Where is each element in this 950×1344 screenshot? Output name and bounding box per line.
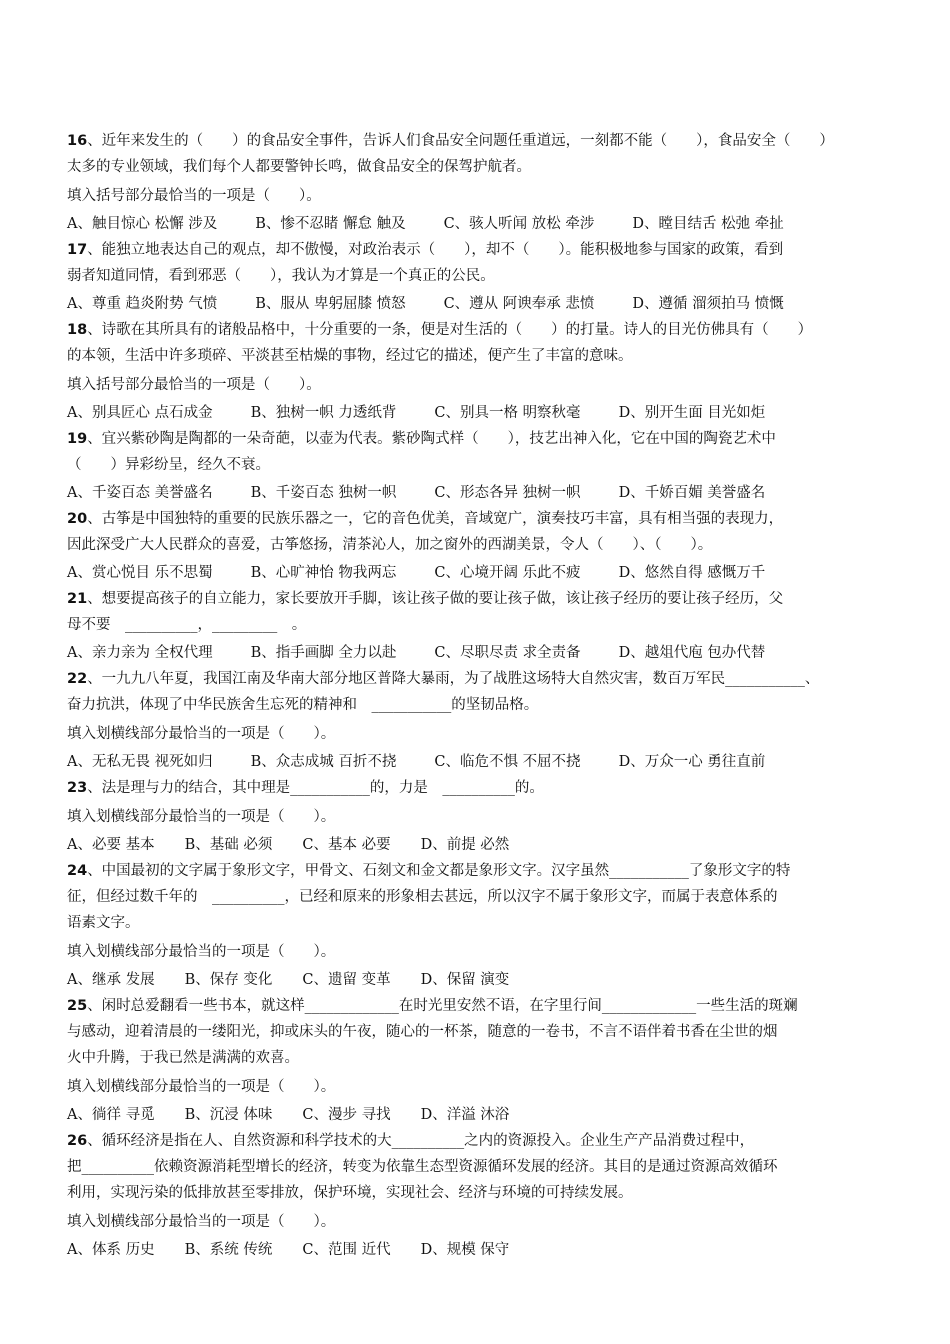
answer-option[interactable]: B、指手画脚 全力以赴 — [250, 645, 397, 661]
answer-option[interactable]: C、范围 近代 — [302, 1242, 391, 1258]
question-stem-line — [67, 532, 887, 558]
question-text: 、法是理与力的结合，其中理是___________的，力是 __________的。 — [87, 780, 544, 796]
answer-option[interactable]: A、触目惊心 松懈 涉及 — [67, 216, 218, 232]
question-stem-line — [67, 775, 887, 801]
question-stem-line — [67, 237, 887, 263]
question-number: 20 — [67, 511, 88, 527]
question-prompt: 填入括号部分最恰当的一项是（ ）。 — [67, 188, 321, 204]
question-prompt: 填入划横线部分最恰当的一项是（ ）。 — [67, 944, 336, 960]
answer-option[interactable]: B、惨不忍睹 懈怠 触及 — [255, 216, 406, 232]
answer-option[interactable]: C、漫步 寻找 — [302, 1107, 391, 1123]
question-26 — [67, 1128, 887, 1263]
question-number: 16 — [67, 133, 88, 149]
answer-options — [67, 400, 887, 426]
answer-option[interactable]: D、千娇百媚 美誉盛名 — [618, 485, 766, 501]
answer-option[interactable]: B、独树一帜 力透纸背 — [250, 405, 397, 421]
answer-option[interactable]: D、保留 演变 — [420, 972, 510, 988]
answer-options — [67, 480, 887, 506]
answer-options — [67, 560, 887, 586]
question-19 — [67, 426, 887, 506]
question-number: 23 — [67, 780, 88, 796]
question-stem-line — [67, 1045, 887, 1071]
answer-option[interactable]: D、越俎代庖 包办代替 — [618, 645, 766, 661]
answer-option[interactable]: B、保存 变化 — [184, 972, 273, 988]
answer-option[interactable]: C、形态各异 独树一帜 — [434, 485, 581, 501]
question-text: 、循环经济是指在人、自然资源和科学技术的大__________之内的资源投入。企业生产产品消费过程中， — [87, 1133, 755, 1149]
question-text: 把__________依赖资源消耗型增长的经济，转变为依靠生态型资源循环发展的经济。其目的是通过资源高效循环 — [67, 1159, 778, 1175]
answer-options — [67, 832, 887, 858]
question-stem-line — [67, 1154, 887, 1180]
question-number: 22 — [67, 671, 88, 687]
question-number: 25 — [67, 998, 88, 1014]
answer-option[interactable]: A、体系 历史 — [67, 1242, 155, 1258]
question-prompt: 填入划横线部分最恰当的一项是（ ）。 — [67, 1214, 336, 1230]
answer-option[interactable]: A、千姿百态 美誉盛名 — [67, 485, 213, 501]
question-text: 、想要提高孩子的自立能力，家长要放开手脚，该让孩子做的要让孩子做，该让孩子经历的要让孩子经历，父 — [87, 591, 784, 607]
question-text: 弱者知道同情，看到邪恶（ ），我认为才算是一个真正的公民。 — [67, 268, 495, 284]
question-number: 24 — [67, 863, 88, 879]
answer-option[interactable]: C、基本 必要 — [302, 837, 391, 853]
answer-option[interactable]: B、众志成城 百折不挠 — [250, 754, 397, 770]
answer-option[interactable]: D、洋溢 沐浴 — [420, 1107, 510, 1123]
question-stem-line — [67, 666, 887, 692]
answer-option[interactable]: D、遵循 溜须拍马 愤慨 — [632, 296, 784, 312]
question-text: 、近年来发生的（ ）的食品安全事件，告诉人们食品安全问题任重道远，一刻都不能（ ），食品安全（ ） — [87, 133, 834, 149]
question-stem-line — [67, 452, 887, 478]
question-16 — [67, 128, 887, 237]
answer-option[interactable]: A、无私无畏 视死如归 — [67, 754, 213, 770]
answer-option[interactable]: B、千姿百态 独树一帜 — [250, 485, 397, 501]
question-stem-line — [67, 426, 887, 452]
question-text: 、能独立地表达自己的观点，却不傲慢，对政治表示（ ），却不（ ）。能积极地参与国家的政策，看到 — [87, 242, 784, 258]
answer-options — [67, 1102, 887, 1128]
answer-option[interactable]: B、服从 卑躬屈膝 愤怒 — [255, 296, 406, 312]
question-list — [67, 128, 887, 1263]
answer-options — [67, 640, 887, 666]
question-21 — [67, 586, 887, 666]
question-text: 太多的专业领域，我们每个人都要警钟长鸣，做食品安全的保驾护航者。 — [67, 159, 531, 175]
question-number: 21 — [67, 591, 88, 607]
question-text: 征，但经过数千年的 __________，已经和原来的形象相去甚远，所以汉字不属于象形文字，而属于表意体系的 — [67, 889, 778, 905]
answer-option[interactable]: B、心旷神怡 物我两忘 — [250, 565, 397, 581]
answer-option[interactable]: A、必要 基本 — [67, 837, 155, 853]
answer-options — [67, 291, 887, 317]
answer-option[interactable]: A、别具匠心 点石成金 — [67, 405, 213, 421]
question-17 — [67, 237, 887, 317]
answer-option[interactable]: C、遗留 变革 — [302, 972, 391, 988]
question-stem-line — [67, 1180, 887, 1206]
question-text: 利用，实现污染的低排放甚至零排放，保护环境，实现社会、经济与环境的可持续发展。 — [67, 1185, 633, 1201]
question-stem-line — [67, 692, 887, 718]
question-number: 19 — [67, 431, 88, 447]
question-prompt: 填入括号部分最恰当的一项是（ ）。 — [67, 377, 321, 393]
question-stem-line — [67, 128, 887, 154]
answer-options — [67, 967, 887, 993]
answer-option[interactable]: D、悠然自得 感慨万千 — [618, 565, 766, 581]
answer-option[interactable]: D、别开生面 目光如炬 — [618, 405, 766, 421]
question-prompt: 填入划横线部分最恰当的一项是（ ）。 — [67, 1079, 336, 1095]
answer-options — [67, 211, 887, 237]
question-text: 语素文字。 — [67, 915, 140, 931]
answer-option[interactable]: A、亲力亲为 全权代理 — [67, 645, 213, 661]
answer-option[interactable]: C、临危不惧 不屈不挠 — [434, 754, 581, 770]
question-text: 、一九九八年夏，我国江南及华南大部分地区普降大暴雨，为了战胜这场特大自然灾害，数百万军民___________、 — [87, 671, 820, 687]
answer-option[interactable]: C、遵从 阿谀奉承 悲愤 — [443, 296, 595, 312]
question-22 — [67, 666, 887, 775]
question-stem-line — [67, 343, 887, 369]
answer-option[interactable]: A、继承 发展 — [67, 972, 155, 988]
answer-options — [67, 1237, 887, 1263]
question-stem-line — [67, 317, 887, 343]
question-text: 火中升腾，于我已然是满满的欢喜。 — [67, 1050, 299, 1066]
question-text: 母不要 __________，_________ 。 — [67, 617, 307, 633]
question-20 — [67, 506, 887, 586]
question-number: 18 — [67, 322, 88, 338]
answer-option[interactable]: C、别具一格 明察秋毫 — [434, 405, 581, 421]
question-24 — [67, 858, 887, 993]
question-text: 因此深受广大人民群众的喜爱，古筝悠扬，清茶沁人，加之窗外的西湖美景，令人（ ）、（ ）。 — [67, 537, 713, 553]
question-text: 、古筝是中国独特的重要的民族乐器之一，它的音色优美，音域宽广，演奏技巧丰富，具有相当强的表现力， — [87, 511, 784, 527]
question-text: 、诗歌在其所具有的诸般品格中，十分重要的一条，便是对生活的（ ）的打量。诗人的目光仿佛具有（ ） — [87, 322, 813, 338]
answer-option[interactable]: C、心境开阔 乐此不疲 — [434, 565, 581, 581]
answer-options — [67, 749, 887, 775]
question-stem-line — [67, 858, 887, 884]
answer-option[interactable]: B、系统 传统 — [184, 1242, 273, 1258]
question-prompt: 填入划横线部分最恰当的一项是（ ）。 — [67, 726, 336, 742]
question-text: 、闲时总爱翻看一些书本，就这样_____________在时光里安然不语，在字里行间_____________一些生活的斑斓 — [87, 998, 798, 1014]
answer-option[interactable]: D、万众一心 勇往直前 — [618, 754, 766, 770]
question-stem-line — [67, 263, 887, 289]
answer-option[interactable]: D、前提 必然 — [420, 837, 510, 853]
question-text: 的本领，生活中许多琐碎、平淡甚至枯燥的事物，经过它的描述，便产生了丰富的意味。 — [67, 348, 633, 364]
answer-option[interactable]: D、瞠目结舌 松弛 牵扯 — [632, 216, 784, 232]
question-stem-line — [67, 154, 887, 180]
answer-option[interactable]: B、沉浸 体味 — [184, 1107, 273, 1123]
question-text: 奋力抗洪，体现了中华民族舍生忘死的精神和 ___________的坚韧品格。 — [67, 697, 539, 713]
question-stem-line — [67, 910, 887, 936]
question-number: 17 — [67, 242, 88, 258]
question-18 — [67, 317, 887, 426]
question-23 — [67, 775, 887, 858]
answer-option[interactable]: A、赏心悦目 乐不思蜀 — [67, 565, 213, 581]
question-text: 、宜兴紫砂陶是陶都的一朵奇葩，以壶为代表。紫砂陶式样（ ），技艺出神入化，它在中国的陶瓷艺术中 — [87, 431, 776, 447]
question-text: （ ）异彩纷呈，经久不衰。 — [67, 457, 270, 473]
question-stem-line — [67, 884, 887, 910]
question-text: 与感动，迎着清晨的一缕阳光，抑或床头的午夜，随心的一杯茶，随意的一卷书，不言不语伴着书香在尘世的烟 — [67, 1024, 778, 1040]
question-prompt: 填入划横线部分最恰当的一项是（ ）。 — [67, 809, 336, 825]
question-25 — [67, 993, 887, 1128]
question-stem-line — [67, 993, 887, 1019]
answer-option[interactable]: C、骇人听闻 放松 牵涉 — [443, 216, 595, 232]
answer-option[interactable]: A、尊重 趋炎附势 气愤 — [67, 296, 218, 312]
answer-option[interactable]: B、基础 必须 — [184, 837, 273, 853]
question-text: 、中国最初的文字属于象形文字，甲骨文、石刻文和金文都是象形文字。汉字虽然___________了象形文字的特 — [87, 863, 791, 879]
answer-option[interactable]: D、规模 保守 — [420, 1242, 510, 1258]
question-stem-line — [67, 586, 887, 612]
question-stem-line — [67, 506, 887, 532]
answer-option[interactable]: A、徜徉 寻觅 — [67, 1107, 155, 1123]
question-stem-line — [67, 1019, 887, 1045]
answer-option[interactable]: C、尽职尽责 求全责备 — [434, 645, 581, 661]
question-number: 26 — [67, 1133, 88, 1149]
question-stem-line — [67, 1128, 887, 1154]
question-stem-line — [67, 612, 887, 638]
